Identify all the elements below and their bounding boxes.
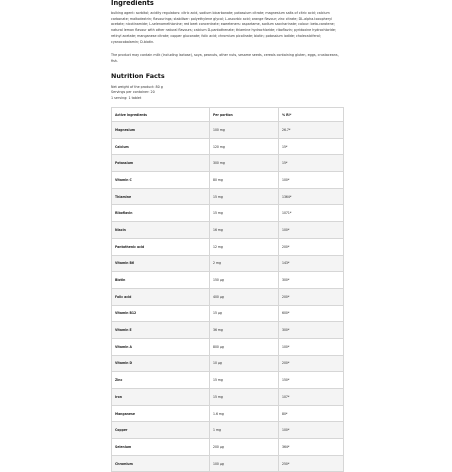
table-row <box>112 439 344 456</box>
per-portion-value: 1.6 mg <box>210 405 279 422</box>
ingredient-name: Magnesium <box>112 122 210 139</box>
per-portion-value: 10 µg <box>210 355 279 372</box>
ingredient-name: Vitamin B12 <box>112 305 210 322</box>
ri-value: 150* <box>279 372 344 389</box>
per-portion-value: 12 mg <box>210 238 279 255</box>
table-row <box>112 288 344 305</box>
table-row <box>112 238 344 255</box>
ingredient-name: Vitamin E <box>112 322 210 339</box>
table-row <box>112 255 344 272</box>
per-portion-value: 15 mg <box>210 188 279 205</box>
ri-value: 15* <box>279 138 344 155</box>
ri-value: 300* <box>279 272 344 289</box>
ri-value: 107* <box>279 389 344 406</box>
ingredient-name: Manganese <box>112 405 210 422</box>
table-row <box>112 188 344 205</box>
table-row <box>112 138 344 155</box>
ri-value: 26.7* <box>279 122 344 139</box>
ingredient-name: Pantothenic acid <box>112 238 210 255</box>
ri-value: 1071* <box>279 205 344 222</box>
ri-value: 143* <box>279 255 344 272</box>
serving-size: 1 serving: 1 tablet <box>111 95 142 100</box>
per-portion-value: 1 mg <box>210 422 279 439</box>
ingredient-name: Selenium <box>112 439 210 456</box>
net-weight: Net weight of the product: 80 g <box>111 85 163 89</box>
ri-value: 200* <box>279 355 344 372</box>
ri-value: 200* <box>279 238 344 255</box>
ri-value: 80* <box>279 405 344 422</box>
ri-value: 15* <box>279 155 344 172</box>
ri-value: 364* <box>279 439 344 456</box>
table-row <box>112 155 344 172</box>
servings-per-container: Servings per container: 20 <box>111 90 155 95</box>
ingredient-name: Riboflavin <box>112 205 210 222</box>
per-portion-value: 150 µg <box>210 272 279 289</box>
per-portion-value: 15 mg <box>210 205 279 222</box>
ri-value: 250* <box>279 455 344 472</box>
ingredient-name: Biotin <box>112 272 210 289</box>
ri-value: 100* <box>279 222 344 239</box>
per-portion-value: 80 mg <box>210 172 279 189</box>
per-portion-value: 200 µg <box>210 439 279 456</box>
ingredient-name: Iron <box>112 389 210 406</box>
allergens-text: The product may contain milk (including lactose), soya, peanuts, other nuts, sesame seeds, cereals containing gluten, eggs, crustaceans, fish. <box>111 53 339 63</box>
per-portion-value: 15 µg <box>210 305 279 322</box>
table-row <box>112 355 344 372</box>
ingredient-name: Calcium <box>112 138 210 155</box>
table-row <box>112 405 344 422</box>
table-row <box>112 172 344 189</box>
column-header-portion: Per portion <box>210 108 279 122</box>
per-portion-value: 300 mg <box>210 155 279 172</box>
table-row <box>112 205 344 222</box>
per-portion-value: 400 µg <box>210 288 279 305</box>
ingredients-text: bulking agent: sorbitol; acidity regulators: citric acid, sodium bicarbonate; potassium citrate; magnesium salts of citric acid; calcium carbonate; maltodextrin; flavourings; stabiliser: polyethylene glycol; L-ascorbic acid; orange flavour; zinc citrate; DL-alpha-tocopheryl acetate; nicotinamide; L-selenomethionine; red beet concentrate; sweeteners: aspartame, sodium saccharinate; colour: beta-carotene; natural lemon flavour with other natural flavours; calcium D-pantothenate; thiamine hydrochloride; riboflavin; pyridoxine hydrochloride; retinyl acetate; manganese citrate; copper gluconate; folic acid; chromium picolinate; biotin; potassium iodide; cholecalciferol; cyanocobalamin; D-biotin. <box>111 11 337 44</box>
column-header-ingredient: Active ingredients <box>112 108 210 122</box>
per-portion-value: 100 µg <box>210 455 279 472</box>
ingredient-name: Vitamin B6 <box>112 255 210 272</box>
per-portion-value: 36 mg <box>210 322 279 339</box>
per-portion-value: 2 mg <box>210 255 279 272</box>
per-portion-value: 800 µg <box>210 338 279 355</box>
ingredient-name: Vitamin D <box>112 355 210 372</box>
ri-value: 600* <box>279 305 344 322</box>
per-portion-value: 15 mg <box>210 372 279 389</box>
table-row <box>112 222 344 239</box>
ingredient-name: Zinc <box>112 372 210 389</box>
ingredient-name: Chromium <box>112 455 210 472</box>
ingredient-name: Vitamin A <box>112 338 210 355</box>
ingredient-name: Niacin <box>112 222 210 239</box>
per-portion-value: 15 mg <box>210 389 279 406</box>
table-row <box>112 338 344 355</box>
per-portion-value: 100 mg <box>210 122 279 139</box>
ri-value: 200* <box>279 288 344 305</box>
column-header-ri: % RI* <box>279 108 344 122</box>
table-row <box>112 389 344 406</box>
ri-value: 100* <box>279 172 344 189</box>
nutrition-table-body <box>112 122 344 472</box>
nutrition-summary <box>111 85 163 101</box>
ri-value: 100* <box>279 338 344 355</box>
per-portion-value: 16 mg <box>210 222 279 239</box>
table-header-row <box>112 108 344 122</box>
ingredient-name: Folic acid <box>112 288 210 305</box>
ingredient-name: Vitamin C <box>112 172 210 189</box>
ri-value: 1364* <box>279 188 344 205</box>
table-row <box>112 455 344 472</box>
table-row <box>112 322 344 339</box>
table-row <box>112 372 344 389</box>
per-portion-value: 120 mg <box>210 138 279 155</box>
ingredients-heading: Ingredients <box>111 0 154 7</box>
ri-value: 300* <box>279 322 344 339</box>
ingredient-name: Potassium <box>112 155 210 172</box>
ingredient-name: Thiamine <box>112 188 210 205</box>
table-row <box>112 272 344 289</box>
nutrition-table <box>111 107 344 472</box>
ri-value: 100* <box>279 422 344 439</box>
table-row <box>112 305 344 322</box>
table-row <box>112 422 344 439</box>
ingredient-name: Copper <box>112 422 210 439</box>
table-row <box>112 122 344 139</box>
nutrition-facts-heading: Nutrition Facts <box>111 72 165 80</box>
